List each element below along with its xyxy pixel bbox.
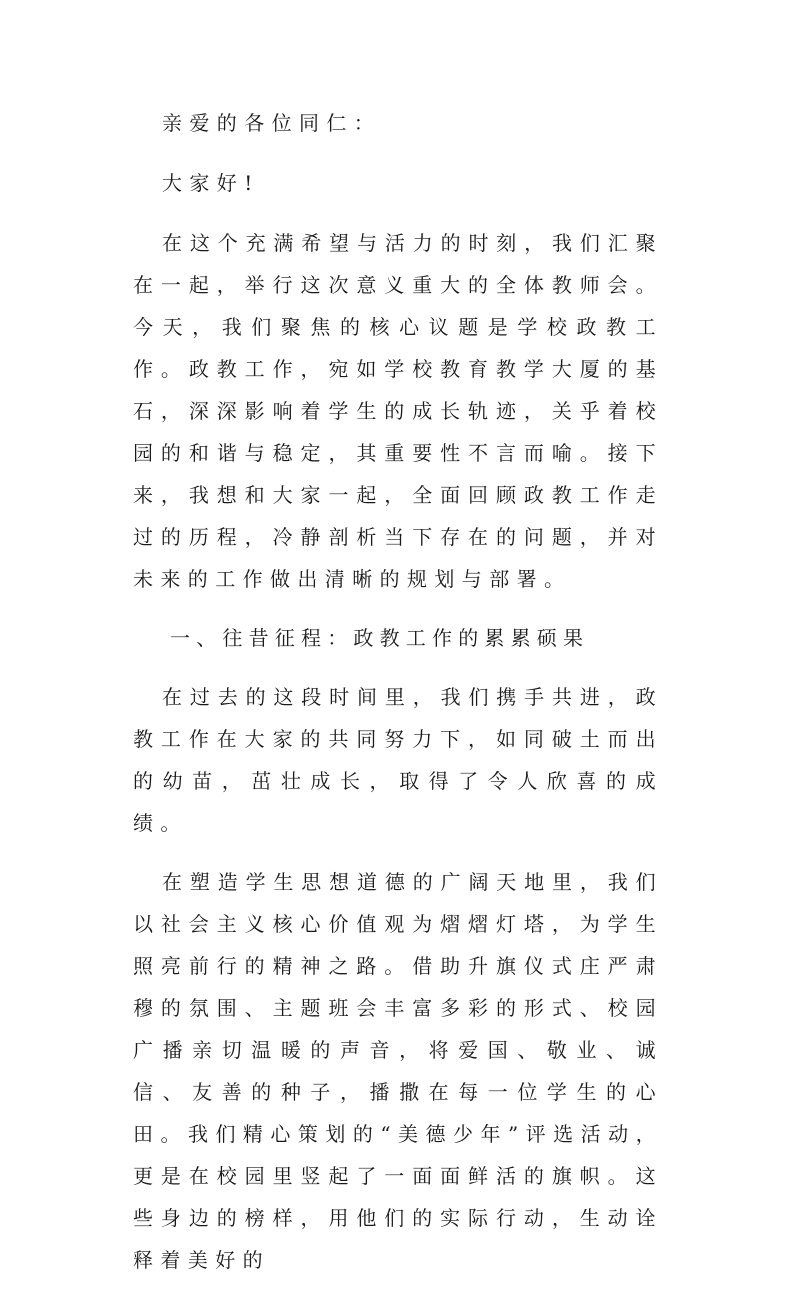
greeting: 大家好! [162, 171, 260, 195]
section-paragraph-2: 在塑造学生思想道德的广阔天地里，我们以社会主义核心价值观为熠熠灯塔，为学生照亮前行的精神之路。借助升旗仪式庄严肃穆的氛围、主题班会丰富多彩的形式、校园广播亲切温暖的声音，将爱国、敬业、诚信、友善的种子，播撒在每一位学生的心田。我们精心策划的“美德少年”评选活动，更是在校园里竖起了一面面鲜活的旗帜。这些身边的榜样，用他们的实际行动，生动诠释着美好的 [133, 870, 663, 1272]
section-heading: 一、往昔征程：政教工作的累累硕果 [170, 626, 590, 650]
section-paragraph-1: 在过去的这段时间里，我们携手共进，政教工作在大家的共同努力下，如同破土而出的幼苗，茁壮成长，取得了令人欣喜的成绩。 [133, 685, 663, 835]
salutation: 亲爱的各位同仁： [162, 111, 382, 135]
document-body [133, 102, 663, 1298]
intro-paragraph: 在这个充满希望与活力的时刻，我们汇聚在一起，举行这次意义重大的全体教师会。今天，我们聚焦的核心议题是学校政教工作。政教工作，宛如学校教育教学大厦的基石，深深影响着学生的成长轨迹，关乎着校园的和谐与稳定，其重要性不言而喻。接下来，我想和大家一起，全面回顾政教工作走过的历程，冷静剖析当下存在的问题，并对未来的工作做出清晰的规划与部署。 [133, 231, 663, 591]
